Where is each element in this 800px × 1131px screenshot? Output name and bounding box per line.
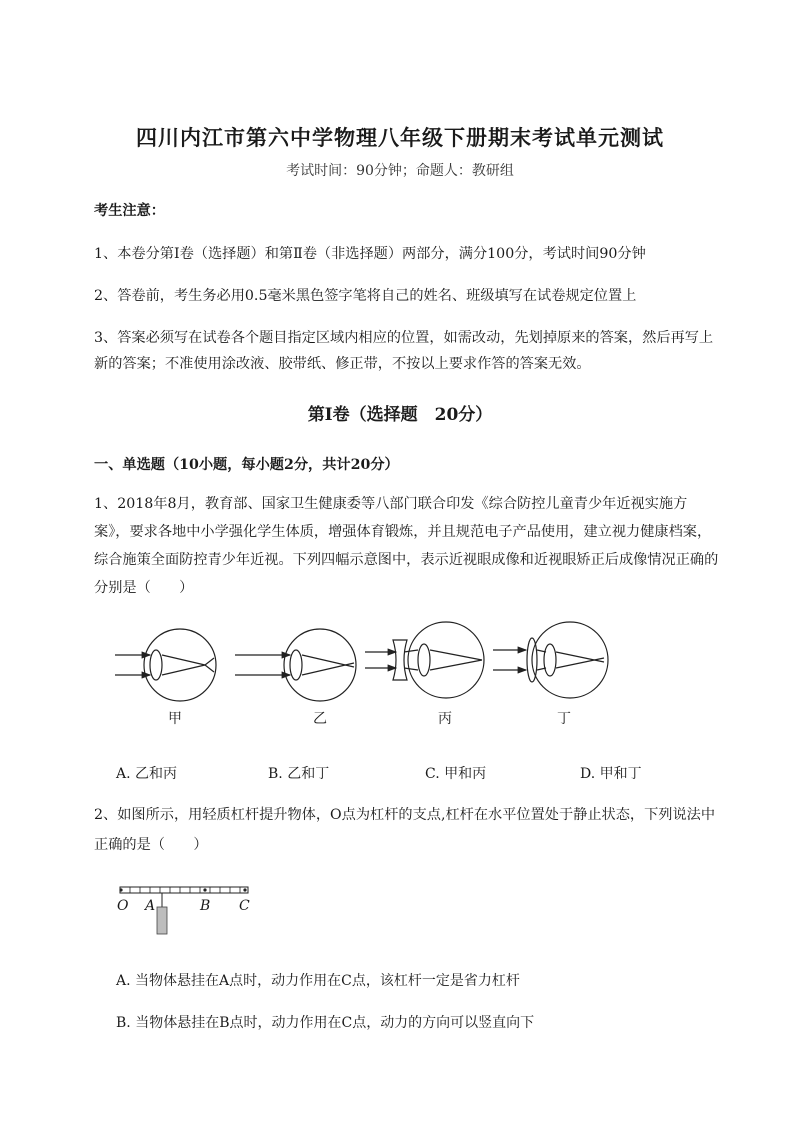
lever-label-a: A — [145, 898, 156, 914]
notice-heading: 考生注意： — [94, 203, 165, 219]
q2-option-b[interactable]: B. 当物体悬挂在B点时，动力作用在C点，动力的方向可以竖直向下 — [116, 1015, 535, 1031]
notice-item-2: 2、答卷前，考生务必用0.5毫米黑色签字笔将自己的姓名、班级填写在试卷规定位置上 — [94, 288, 637, 304]
q1-option-a[interactable]: A. 乙和丙 — [116, 766, 178, 782]
question-1-stem: 1、2018年8月，教育部、国家卫生健康委等八部门联合印发《综合防控儿童青少年近视实施方案》，要求各地中小学强化学生体质，增强体育锻炼，并且规范电子产品使用，建立视力健康档案，综合施策全面防控青少年近视。下列四幅示意图中，表示近视眼成像和近视眼矫正后成像情况正确的分别是（ ） — [94, 496, 719, 596]
lever-label-o: O — [117, 898, 129, 914]
eye-diagram-bing — [365, 622, 484, 698]
notice-item-1: 1、本卷分第I卷（选择题）和第Ⅱ卷（非选择题）两部分，满分100分，考试时间90分钟 — [94, 246, 646, 262]
figure-label-bing: 丙 — [438, 711, 452, 727]
q1-option-b[interactable]: B. 乙和丁 — [268, 766, 330, 782]
eye-diagram-ding — [493, 622, 608, 698]
figure-label-jia: 甲 — [168, 711, 182, 727]
figure-label-yi: 乙 — [313, 711, 327, 727]
eye-diagrams-figure — [110, 620, 630, 730]
part-heading: 一、单选题（10小题，每小题2分，共计20分） — [94, 457, 399, 473]
q2-option-a[interactable]: A. 当物体悬挂在A点时，动力作用在C点，该杠杆一定是省力杠杆 — [116, 973, 520, 989]
lever-label-b: B — [200, 898, 211, 914]
section-title: 第I卷（选择题 20分） — [307, 405, 493, 425]
notice-item-3: 3、答案必须写在试卷各个题目指定区域内相应的位置，如需改动，先划掉原来的答案，然后再写上新的答案；不准使用涂改液、胶带纸、修正带，不按以上要求作答的答案无效。 — [94, 330, 714, 372]
eye-diagram-yi — [235, 629, 356, 701]
question-2-stem: 2、如图所示，用轻质杠杆提升物体，O点为杠杆的支点,杠杆在水平位置处于静止状态，下列说法中正确的是（ ） — [94, 807, 716, 853]
q1-option-c[interactable]: C. 甲和丙 — [425, 766, 487, 782]
eye-diagram-jia — [115, 629, 216, 701]
exam-info: 考试时间：90分钟；命题人：教研组 — [286, 163, 514, 179]
lever-label-c: C — [239, 898, 250, 914]
q1-option-d[interactable]: D. 甲和丁 — [580, 766, 642, 782]
page-title: 四川内江市第六中学物理八年级下册期末考试单元测试 — [136, 125, 664, 150]
figure-label-ding: 丁 — [557, 711, 571, 727]
